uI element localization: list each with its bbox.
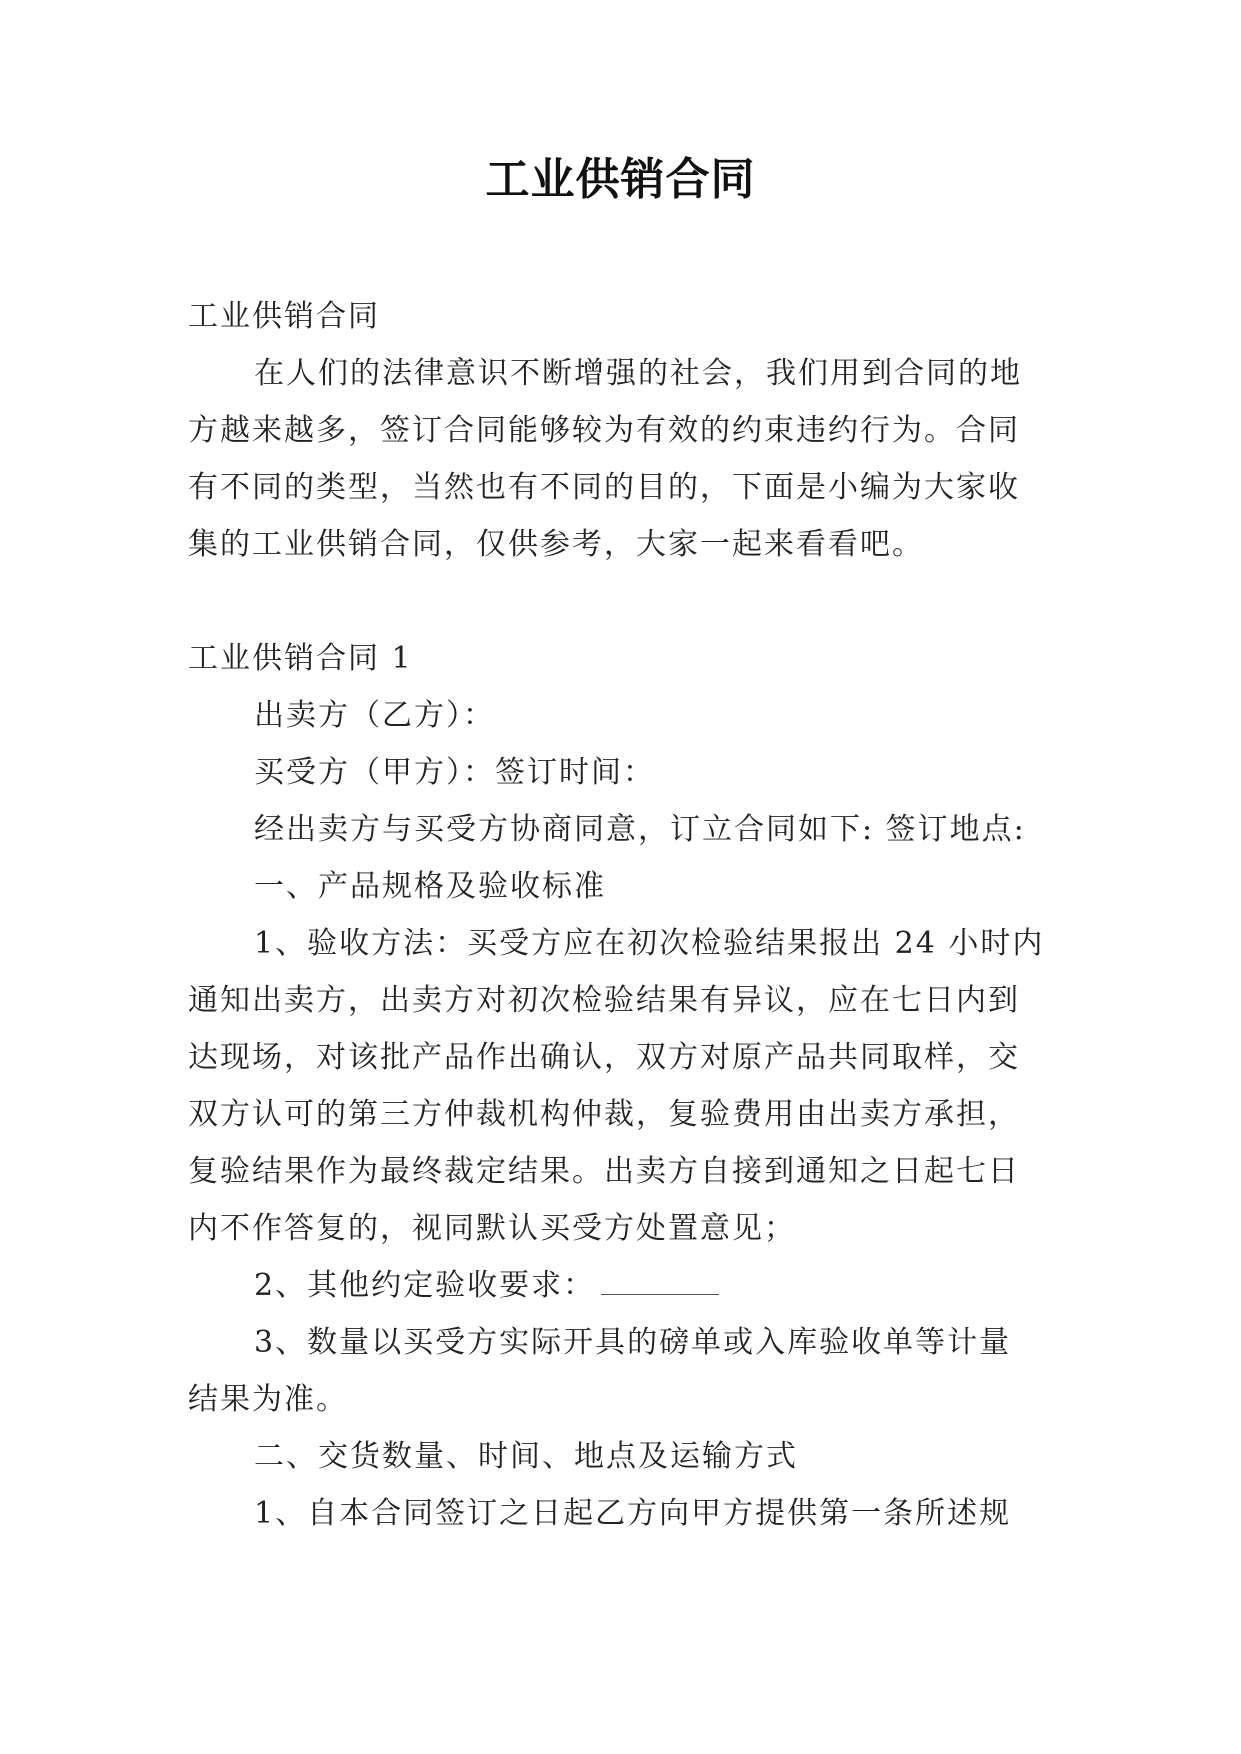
- seller-line: 出卖方（乙方）：: [254, 698, 495, 733]
- buyer-line: 买受方（甲方）：签订时间：: [254, 755, 655, 790]
- clause-line: 3、数量以买受方实际开具的磅单或入库验收单等计量: [254, 1325, 1012, 1360]
- clause-line-with-blank: [188, 1257, 1048, 1314]
- clause-line: 双方认可的第三方仲裁机构仲裁，复验费用由出卖方承担，: [188, 1097, 1020, 1132]
- intro-line: 集的工业供销合同，仅供参考，大家一起来看看吧。: [188, 527, 924, 562]
- section-heading: 工业供销合同: [188, 299, 380, 334]
- clause-line: 1、验收方法：买受方应在初次检验结果报出 24 小时内: [254, 926, 1045, 961]
- clause-line: 结果为准。: [188, 1382, 348, 1417]
- contract-heading: 工业供销合同 1: [188, 641, 413, 676]
- document-body: [188, 288, 1048, 1542]
- clause-line: 达现场，对该批产品作出确认，双方对原产品共同取样，交: [188, 1040, 1020, 1075]
- section-title-2: 二、交货数量、时间、地点及运输方式: [254, 1439, 798, 1474]
- section-title-1: 一、产品规格及验收标准: [254, 869, 606, 904]
- clause-line: 内不作答复的，视同默认买受方处置意见；: [188, 1211, 796, 1246]
- clause-line: 通知出卖方，出卖方对初次检验结果有异议，应在七日内到: [188, 983, 1020, 1018]
- paragraph-gap: [188, 573, 1048, 630]
- clause-line: 1、自本合同签订之日起乙方向甲方提供第一条所述规: [254, 1496, 1012, 1531]
- fill-in-blank: [601, 1272, 719, 1295]
- intro-line: 有不同的类型，当然也有不同的目的，下面是小编为大家收: [188, 470, 1020, 505]
- intro-line: 方越来越多，签订合同能够较为有效的约束违约行为。合同: [188, 413, 1020, 448]
- document-title: 工业供销合同: [485, 154, 756, 205]
- agreement-line: 经出卖方与买受方协商同意，订立合同如下: 签订地点:: [254, 812, 1026, 847]
- clause-line: 复验结果作为最终裁定结果。出卖方自接到通知之日起七日: [188, 1154, 1020, 1189]
- clause-text: 2、其他约定验收要求：: [254, 1268, 596, 1303]
- intro-line: 在人们的法律意识不断增强的社会，我们用到合同的地: [254, 356, 1022, 391]
